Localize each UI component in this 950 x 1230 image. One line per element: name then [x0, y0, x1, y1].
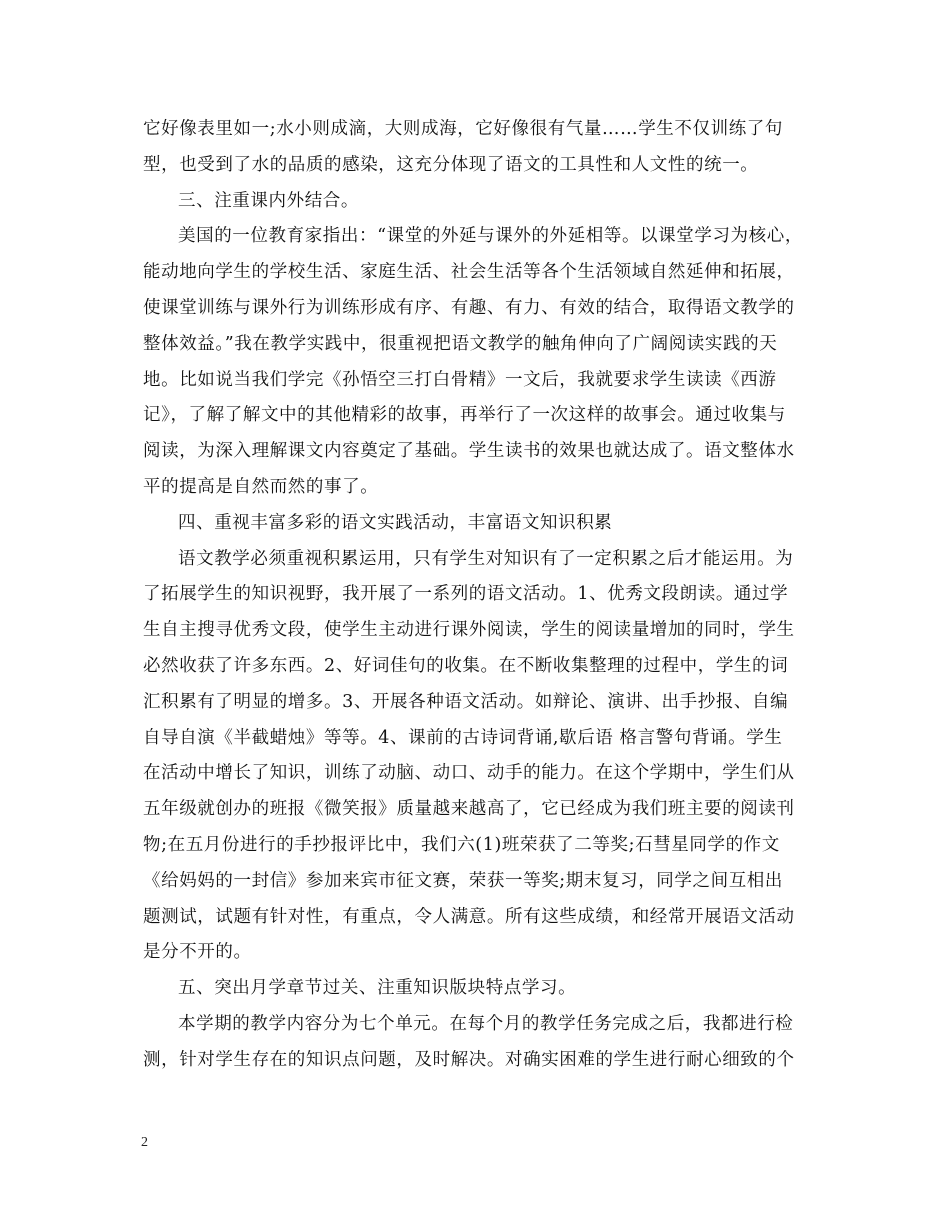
section-heading: 三、注重课内外结合。: [178, 190, 359, 211]
text-line: 《给妈妈的一封信》参加来宾市征文赛，荣获一等奖;期末复习，同学之间互相出: [143, 870, 783, 891]
text-line: 在活动中增长了知识，训练了动脑、动口、动手的能力。在这个学期中，学生们从: [143, 763, 795, 784]
text-line: 记》，了解了解文中的其他精彩的故事，再举行了一次这样的故事会。通过收集与: [143, 405, 786, 426]
text-line: 阅读，为深入理解课文内容奠定了基础。学生读书的效果也就达成了。语文整体水: [143, 441, 795, 462]
text-line: 使课堂训练与课外行为训练形成有序、有趣、有力、有效的结合，取得语文教学的: [143, 297, 795, 318]
text-line: 型，也受到了水的品质的感染，这充分体现了语文的工具性和人文性的统一。: [143, 154, 759, 175]
text-line: 是分不开的。: [143, 942, 252, 963]
text-line: 了拓展学生的知识视野，我开展了一系列的语文活动。1、优秀文段朗读。通过学: [143, 584, 789, 605]
text-line: 平的提高是自然而然的事了。: [143, 476, 379, 497]
text-line: 自导自演《半截蜡烛》等等。4、课前的古诗词背诵,歇后语 格言警句背诵。学生: [143, 727, 783, 748]
text-line: 能动地向学生的学校生活、家庭生活、社会生活等各个生活领域自然延伸和拓展，: [143, 262, 795, 283]
text-line: 物;在五月份进行的手抄报评比中，我们六(1)班荣获了二等奖;石彗星同学的作文: [143, 834, 780, 855]
text-line: 它好像表里如一;水小则成滴，大则成海，它好像很有气量……学生不仅训练了句: [143, 119, 783, 139]
section-heading: 四、重视丰富多彩的语文实践活动，丰富语文知识积累: [178, 512, 613, 533]
text-line: 五年级就创办的班报《微笑报》质量越来越高了，它已经成为我们班主要的阅读刊: [143, 799, 795, 820]
text-line: 地。比如说当我们学完《孙悟空三打白骨精》一文后，我就要求学生读读《西游: [143, 369, 777, 390]
text-line: 必然收获了许多东西。2、好词佳句的收集。在不断收集整理的过程中，学生的词: [143, 655, 789, 676]
text-line: 测，针对学生存在的知识点问题，及时解决。对确实困难的学生进行耐心细致的个: [143, 1049, 795, 1070]
text-line: 生自主搜寻优秀文段，使学生主动进行课外阅读，学生的阅读量增加的同时，学生: [143, 620, 795, 641]
section-heading: 五、突出月学章节过关、注重知识版块特点学习。: [178, 978, 577, 999]
text-line: 汇积累有了明显的增多。3、开展各种语文活动。如辩论、演讲、出手抄报、自编: [143, 691, 789, 712]
text-line: 本学期的教学内容分为七个单元。在每个月的教学任务完成之后，我都进行检: [178, 1013, 794, 1034]
body-text: [143, 112, 813, 1079]
text-line: 整体效益。”我在教学实践中，很重视把语文教学的触角伸向了广阔阅读实践的天: [143, 333, 778, 354]
text-line: 语文教学必须重视积累运用，只有学生对知识有了一定积累之后才能运用。为: [178, 548, 794, 569]
text-line: 题测试，试题有针对性，有重点，令人满意。所有这些成绩，和经常开展语文活动: [143, 906, 795, 927]
text-line: 美国的一位教育家指出：“课堂的外延与课外的外延相等。以课堂学习为核心，: [178, 226, 803, 247]
page-number: 2: [141, 1135, 148, 1150]
